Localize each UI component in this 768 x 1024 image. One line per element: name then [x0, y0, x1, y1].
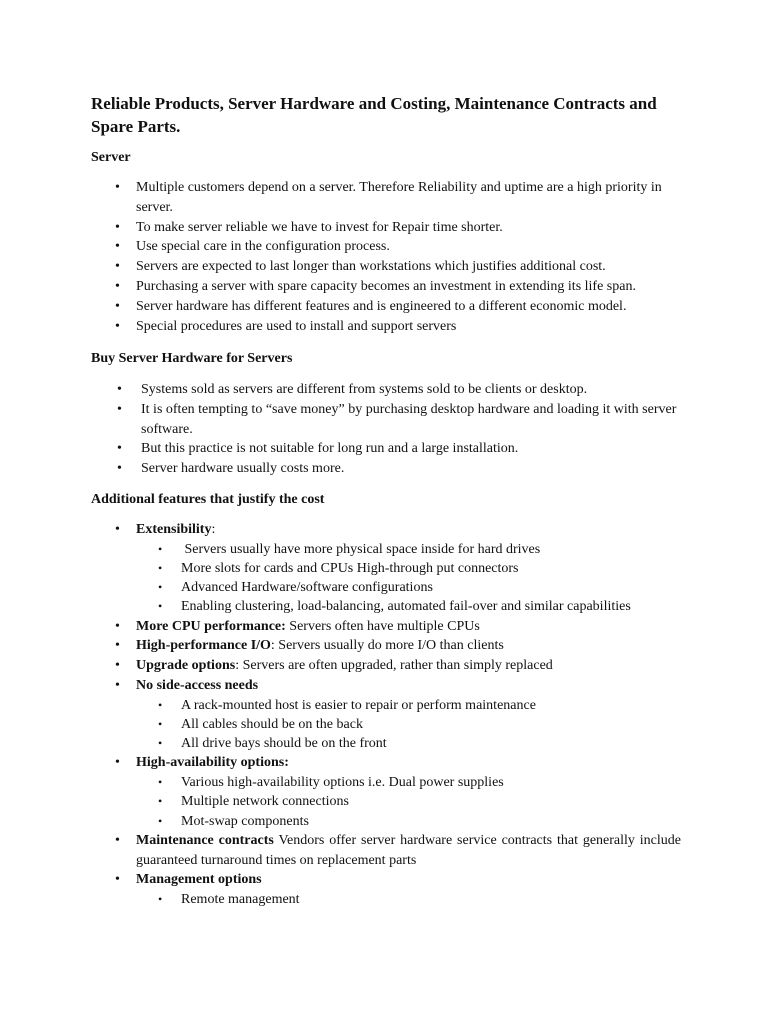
feature-label: Management options — [136, 872, 262, 888]
feature-suffix: : — [211, 522, 216, 537]
list-item-high-availability — [136, 753, 681, 830]
list-item-management-options — [136, 870, 681, 909]
sub-list-item: • Remote management — [181, 890, 681, 909]
feature-label: More CPU performance: — [136, 618, 286, 634]
list-item: • It is often tempting to “save money” by purchasing desktop hardware and loading it with server software. — [141, 400, 681, 440]
sub-list-item: • A rack-mounted host is easier to repair or perform maintenance — [181, 696, 681, 715]
sub-list-item: • More slots for cards and CPUs High-through put connectors — [181, 559, 681, 578]
sub-list-item: • Servers usually have more physical space inside for hard drives — [181, 540, 681, 559]
feature-text: Vendors offer server hardware service contracts that generally include guaranteed turnaround times on replacement parts — [136, 832, 685, 868]
list-item-extensibility — [136, 520, 681, 617]
extensibility-sublist — [181, 540, 681, 617]
list-item: • Multiple customers depend on a server. Therefore Reliability and uptime are a high priority in server. — [136, 178, 681, 218]
section-heading-buy-server-hardware: Buy Server Hardware for Servers — [91, 351, 293, 366]
feature-label: High-performance I/O — [136, 638, 271, 654]
buy-list — [141, 380, 681, 479]
feature-label: No side-access needs — [136, 678, 259, 693]
sub-list-item: • Various high-availability options i.e. Dual power supplies — [181, 773, 681, 792]
sub-list-item: • Advanced Hardware/software configurations — [181, 578, 681, 597]
list-item: • Use special care in the configuration process. — [136, 237, 681, 257]
list-item-cpu-performance — [136, 617, 681, 637]
list-item-high-performance-io — [136, 636, 681, 656]
sub-list-item: • Enabling clustering, load-balancing, automated fail-over and similar capabilities — [181, 597, 681, 616]
high-availability-sublist — [181, 773, 681, 831]
document-title: Reliable Products, Server Hardware and Costing, Maintenance Contracts and Spare Parts. — [91, 94, 657, 136]
section-heading-additional-features: Additional features that justify the cost — [91, 492, 325, 507]
feature-text: : Servers usually do more I/O than clients — [270, 638, 504, 654]
list-item: • Server hardware usually costs more. — [141, 459, 681, 479]
section-heading-server: Server — [91, 150, 131, 165]
feature-label: Maintenance contracts — [136, 832, 274, 848]
list-item: • Purchasing a server with spare capacity becomes an investment in extending its life span. — [136, 277, 681, 297]
list-item: • Server hardware has different features and is engineered to a different economic model. — [136, 297, 681, 317]
list-item: • Systems sold as servers are different from systems sold to be clients or desktop. — [141, 380, 681, 400]
sub-list-item: • All cables should be on the back — [181, 715, 681, 734]
list-item-side-access — [136, 676, 681, 753]
list-item: • Special procedures are used to install and support servers — [136, 317, 681, 337]
feature-label: Extensibility — [136, 522, 212, 537]
management-sublist — [181, 890, 681, 909]
server-list — [136, 178, 681, 336]
feature-text: Servers often have multiple CPUs — [285, 618, 480, 634]
list-item: • To make server reliable we have to invest for Repair time shorter. — [136, 218, 681, 238]
sub-list-item: • Multiple network connections — [181, 792, 681, 811]
list-item-upgrade-options — [136, 656, 681, 676]
sub-list-item: • Mot-swap components — [181, 812, 681, 831]
list-item: • But this practice is not suitable for long run and a large installation. — [141, 439, 681, 459]
sub-list-item: • All drive bays should be on the front — [181, 734, 681, 753]
list-item-maintenance-contracts — [136, 831, 685, 871]
feature-label: Upgrade options — [136, 658, 236, 674]
list-item: • Servers are expected to last longer than workstations which justifies additional cost. — [136, 257, 681, 277]
feature-text: : Servers are often upgraded, rather than simply replaced — [235, 658, 553, 674]
side-access-sublist — [181, 696, 681, 754]
feature-label: High-availability options: — [136, 755, 289, 771]
features-list — [136, 520, 685, 909]
